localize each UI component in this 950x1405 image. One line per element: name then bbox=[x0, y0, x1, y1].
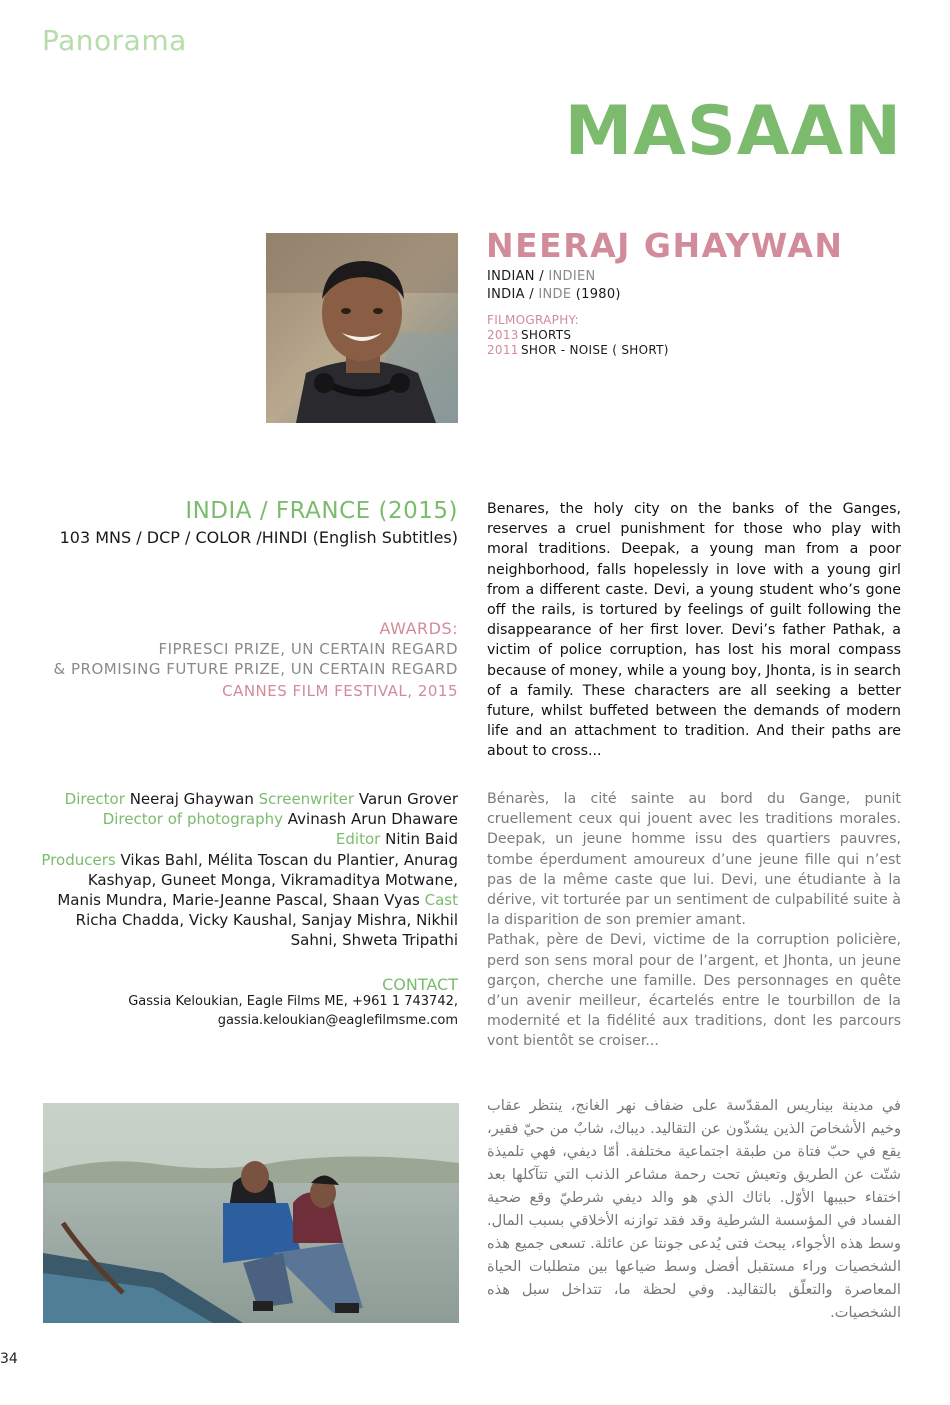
film-still bbox=[43, 1103, 459, 1323]
director-portrait bbox=[266, 233, 458, 423]
filmography-label: FILMOGRAPHY: bbox=[487, 313, 579, 327]
filmography-year: 2013 bbox=[487, 328, 519, 342]
credit-value: Avinash Arun Dhaware bbox=[287, 810, 458, 829]
director-name: NEERAJ GHAYWAN bbox=[486, 226, 844, 265]
filmography-year: 2011 bbox=[487, 343, 519, 357]
credit-role: Screenwriter bbox=[258, 790, 355, 808]
country-birth-line: INDIA / INDE (1980) bbox=[487, 287, 621, 302]
filmography-item bbox=[487, 343, 669, 357]
contact-line: Gassia Keloukian, Eagle Films ME, +961 1 743742, bbox=[128, 994, 458, 1009]
contact-email: gassia.keloukian@eaglefilmsme.com bbox=[217, 1013, 458, 1028]
film-still-image bbox=[43, 1103, 459, 1323]
award-line: & PROMISING FUTURE PRIZE, UN CERTAIN REGARD bbox=[53, 660, 458, 678]
award-line: FIPRESCI PRIZE, UN CERTAIN REGARD bbox=[158, 640, 458, 658]
credit-role: Cast bbox=[424, 891, 458, 910]
page-number: 34 bbox=[0, 1351, 18, 1367]
award-festival: CANNES FILM FESTIVAL, 2015 bbox=[222, 682, 458, 700]
awards-label: AWARDS: bbox=[379, 619, 458, 638]
nationality-fr: INDIEN bbox=[548, 269, 596, 284]
credit-role: Editor bbox=[335, 830, 381, 849]
credit-value: Neeraj Ghaywan bbox=[129, 790, 254, 808]
credits-block bbox=[40, 789, 458, 951]
credit-role: Director of photography bbox=[102, 810, 284, 829]
nationality-en: INDIAN bbox=[487, 269, 535, 284]
film-title: MASAAN bbox=[564, 92, 902, 171]
credit-value: Nitin Baid bbox=[385, 830, 458, 849]
synopsis-french bbox=[487, 789, 901, 1052]
country-en: INDIA bbox=[487, 287, 525, 302]
filmography-title: SHOR - NOISE ( SHORT) bbox=[521, 343, 669, 357]
synopsis-french-paragraph: Bénarès, la cité sainte au bord du Gange, punit cruellement ceux qui jouent avec les traditions morales. Deepak, un jeune homme issu des quartiers pauvres, tombe éperdument amoureux d’une jeune fille qui n’est pas de la même caste que lui. Devi, une étudiante à la dérive, vit torturée par un sentiment de culpabilité suite à la disparition de son premier amant. bbox=[487, 791, 901, 929]
filmography-title: SHORTS bbox=[521, 328, 572, 342]
film-country-year: INDIA / FRANCE (2015) bbox=[185, 498, 458, 524]
credit-value: Vikas Bahl, Mélita Toscan du Plantier, Anurag Kashyap, Guneet Monga, Vikramaditya Motwane, Manis Mundra, Marie-Jeanne Pascal, Shaan Vyas bbox=[57, 850, 458, 910]
synopsis-arabic: في مدينة بيناريس المقدّسة على ضفاف نهر الغانج، ينتظر عقاب وخيم الأشخاصَ الذين يشذّون عن التقاليد. ديباك، شابٌ من حيّ فقير، يقع في حبّ فتاة من طبقة اجتماعية مختلفة. أمّا ديفي، فهي تلميذة شتّت عن الطريق وتعيش تحت رحمة مشاعر الذنب التي تتآكلها بعد اختفاء حبيبها الأوّل. باثاك الذي هو والد ديفي شرطيّ وقع ضحية الفساد في المؤسسة الشرطية وقد فقد توازنه الأخلاقي بسبب المال. وسط هذه الأجواء، يبحث فتى يُدعى جونتا عن عائلة. تسعى جميع هذه الشخصيات وراء مستقبل أفضل وسط ضياعها بين متطلبات الحياة المعاصرة والتعلّق بالتقاليد. وفي لحظة ما، تتداخل سبل هذه الشخصيات. bbox=[487, 1097, 901, 1321]
director-portrait-image bbox=[266, 233, 458, 423]
section-title: Panorama bbox=[42, 24, 187, 57]
synopsis-french-paragraph: Pathak, père de Devi, victime de la corruption policière, perd son sens moral pour de l’argent, et Jhonta, un jeune garçon, cherche une famille. Des personnages en quête d’un avenir meilleur, écartelés entre le tourbillon de la modernité et la fidélité aux traditions, dont les parcours vont bientôt se croiser... bbox=[487, 932, 901, 1050]
credit-value: Varun Grover bbox=[358, 790, 458, 808]
country-fr: INDE bbox=[538, 287, 572, 302]
contact-label: CONTACT bbox=[382, 975, 458, 994]
birth-year: (1980) bbox=[575, 287, 621, 302]
filmography-item bbox=[487, 328, 571, 342]
film-tech-specs: 103 MNS / DCP / COLOR /HINDI (English Subtitles) bbox=[59, 528, 458, 547]
synopsis-english: Benares, the holy city on the banks of the Ganges, reserves a cruel punishment for those who play with moral traditions. Deepak, a young man from a poor neighborhood, falls hopelessly in love with a young girl from a different caste. Devi, a young student who’s gone off the rails, is tortured by feelings of guilt following the disappearance of her first lover. Devi’s father Pathak, a victim of police corruption, has lost his moral compass because of money, while a young boy, Jhonta, is in search of a family. These characters are all seeking a better future, whilst buffeted between the demands of modern life and an attachment to tradition. And their paths are about to cross... bbox=[487, 501, 901, 760]
credit-role: Director bbox=[64, 790, 125, 808]
credit-value: Richa Chadda, Vicky Kaushal, Sanjay Mishra, Nikhil Sahni, Shweta Tripathi bbox=[75, 911, 458, 950]
nationality-line: INDIAN / INDIEN bbox=[487, 269, 596, 284]
credit-role: Producers bbox=[41, 850, 116, 869]
